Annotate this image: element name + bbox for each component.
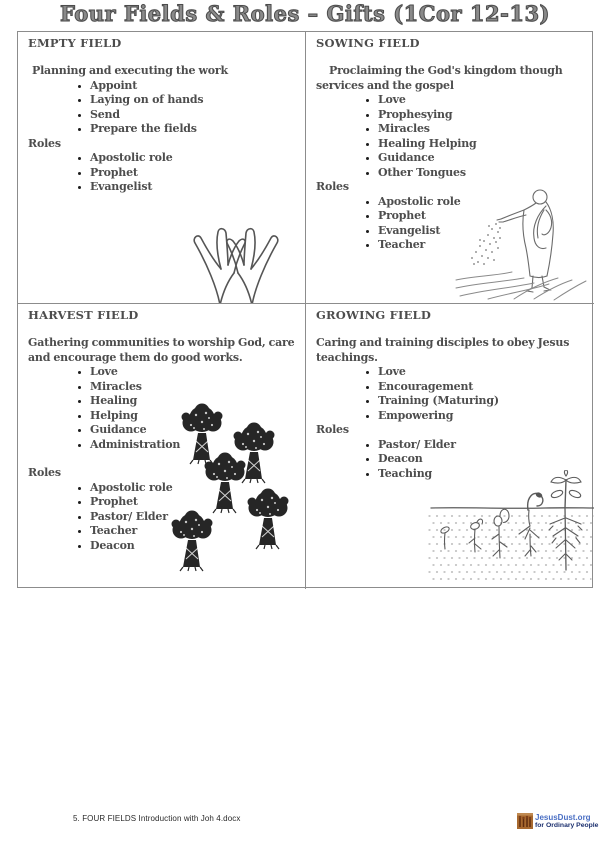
list-item: • Apostolic role (378, 195, 588, 210)
jesusdust-logo (517, 813, 598, 830)
roles-label: Roles (316, 423, 349, 436)
page-title: Four Fields & Roles – Gifts (1Cor 12-13) (60, 1, 550, 26)
roles-list (28, 481, 299, 554)
list-item: • Love (378, 93, 588, 108)
cell-description: Proclaiming the God's kingdom though services and the gospel (316, 64, 563, 92)
seed-germination-illustration (425, 470, 594, 585)
list-item: • Apostolic role (90, 481, 299, 496)
list-item: • Healing Helping (378, 137, 588, 152)
quadrant-harvest-field (18, 304, 306, 589)
four-fields-table (17, 31, 593, 588)
list-item: • Empowering (378, 409, 588, 424)
list-item: • Deacon (378, 452, 588, 467)
list-item: • Love (90, 365, 299, 380)
roles-list (316, 438, 588, 482)
list-item: • Guidance (90, 423, 299, 438)
list-item: • Teaching (378, 467, 588, 482)
list-item: • Administration (90, 438, 299, 453)
list-item: • Love (378, 365, 588, 380)
jesusdust-logo-icon (517, 813, 533, 829)
list-item: • Prophet (90, 166, 299, 181)
list-item: • Deacon (90, 539, 299, 554)
gifts-list (316, 93, 588, 180)
gifts-list (316, 365, 588, 423)
list-item: • Prepare the fields (90, 122, 299, 137)
open-hands-illustration (186, 212, 286, 304)
logo-text (535, 813, 598, 830)
quadrant-growing-field (306, 304, 594, 589)
cell-description: Gathering communities to worship God, care and encourage them do good works. (28, 336, 295, 364)
list-item: • Other Tongues (378, 166, 588, 181)
footer-filename: 5. FOUR FIELDS Introduction with Joh 4.docx (73, 814, 241, 823)
list-item: • Teacher (90, 524, 299, 539)
gifts-list (28, 79, 299, 137)
list-item: • Prophet (90, 495, 299, 510)
list-item: • Miracles (90, 380, 299, 395)
list-item: • Pastor/ Elder (378, 438, 588, 453)
cell-heading: EMPTY FIELD (28, 36, 122, 50)
cell-description: Planning and executing the work (32, 64, 228, 77)
quadrant-empty-field (18, 32, 306, 304)
logo-tagline: for Ordinary People (535, 822, 599, 830)
list-item: • Healing (90, 394, 299, 409)
roles-label: Roles (28, 136, 61, 150)
list-item: • Evangelist (378, 224, 588, 239)
list-item: • Guidance (378, 151, 588, 166)
quadrant-sowing-field (306, 32, 594, 304)
list-item: • Send (90, 108, 299, 123)
list-item: • Pastor/ Elder (90, 510, 299, 525)
list-item: • Encouragement (378, 380, 588, 395)
cell-description: Caring and training disciples to obey Jesus teachings. (316, 336, 570, 364)
list-item: • Evangelist (90, 180, 299, 195)
list-item: • Prophesying (378, 108, 588, 123)
cell-heading: SOWING FIELD (316, 36, 420, 50)
cell-heading: HARVEST FIELD (28, 308, 139, 322)
list-item: • Laying on of hands (90, 93, 299, 108)
list-item: • Appoint (90, 79, 299, 94)
roles-list (28, 151, 299, 195)
list-item: • Helping (90, 409, 299, 424)
roles-list (316, 195, 588, 253)
list-item: • Miracles (378, 122, 588, 137)
list-item: • Teacher (378, 238, 588, 253)
list-item: • Training (Maturing) (378, 394, 588, 409)
list-item: • Apostolic role (90, 151, 299, 166)
cell-heading: GROWING FIELD (316, 308, 431, 322)
list-item: • Prophet (378, 209, 588, 224)
roles-label: Roles (316, 180, 349, 193)
roles-label: Roles (28, 466, 61, 479)
logo-site-name: JesusDust.org (535, 813, 591, 822)
gifts-list (28, 365, 299, 452)
